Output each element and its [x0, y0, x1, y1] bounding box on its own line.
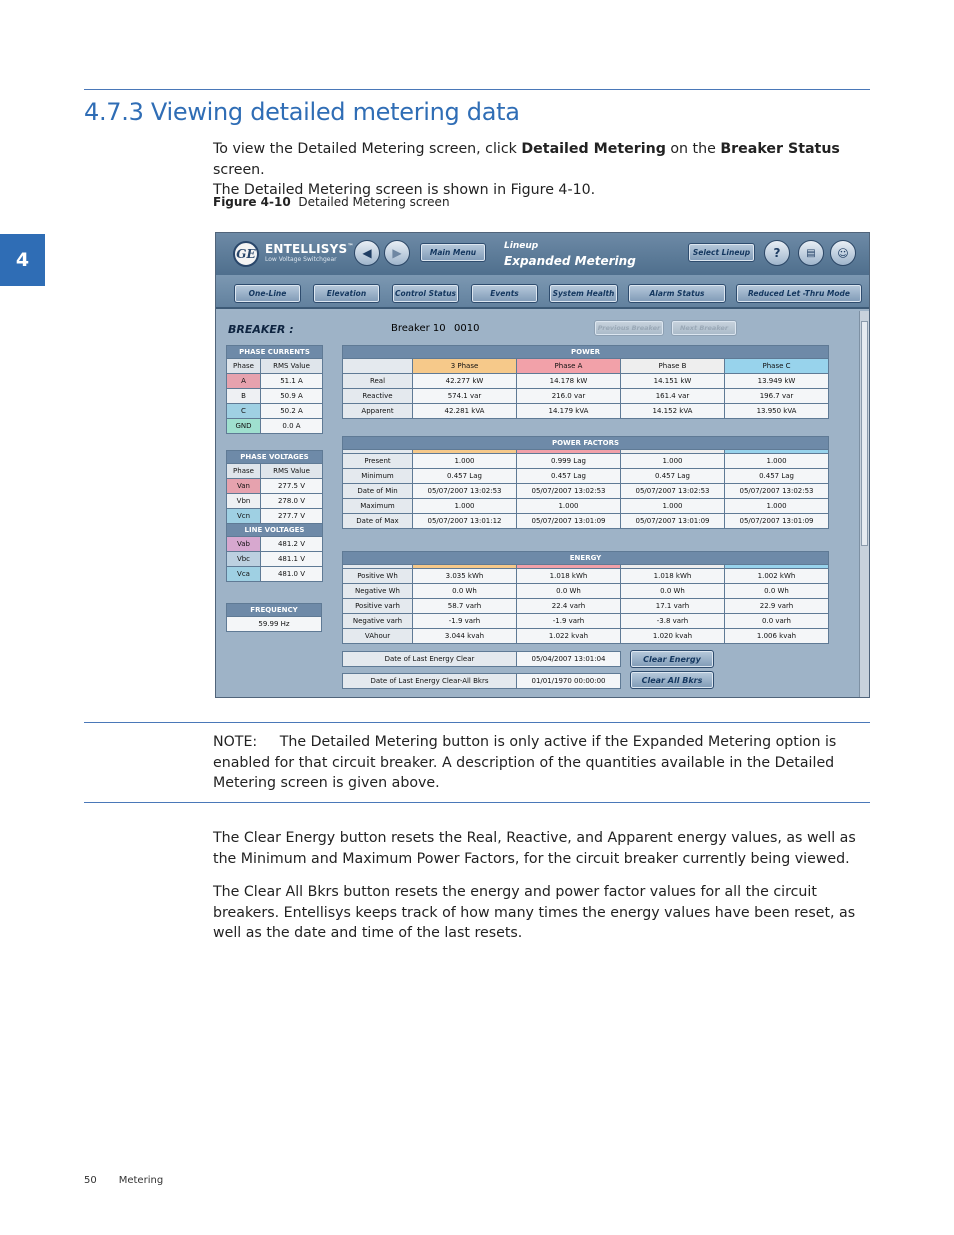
last-clear-row — [342, 651, 621, 667]
frequency-table — [226, 603, 322, 632]
value-cell: 05/07/2007 13:02:53 — [621, 484, 725, 499]
value-cell: 277.5 V — [261, 479, 323, 494]
breaker-label: BREAKER : — [228, 323, 294, 336]
note-top-rule — [84, 722, 870, 723]
value-cell: 481.2 V — [261, 537, 323, 552]
col-phase-c: Phase C — [725, 359, 829, 374]
energy-table — [342, 551, 829, 644]
value-cell: 277.7 V — [261, 509, 323, 524]
value-cell: 50.9 A — [261, 389, 323, 404]
intro-paragraph — [213, 139, 873, 201]
power-factors-table — [342, 436, 829, 529]
value-cell: 3.035 kWh — [413, 569, 517, 584]
value-cell: 574.1 var — [413, 389, 517, 404]
value-cell: 58.7 varh — [413, 599, 517, 614]
value-cell: 216.0 var — [517, 389, 621, 404]
figure-number: Figure 4-10 — [213, 195, 291, 209]
voltages-table — [226, 450, 323, 582]
value-cell: 3.044 kvah — [413, 629, 517, 644]
value-cell: 278.0 V — [261, 494, 323, 509]
last-clear-label: Date of Last Energy Clear — [343, 652, 517, 667]
chapter-tab: 4 — [0, 234, 45, 286]
value-cell: 0.457 Lag — [621, 469, 725, 484]
row-label: Reactive — [343, 389, 413, 404]
value-cell: 161.4 var — [621, 389, 725, 404]
intro-text: screen. — [213, 161, 265, 178]
power-title: POWER — [343, 346, 829, 359]
clear-energy-button[interactable]: Clear Energy — [630, 650, 714, 668]
value-cell: 14.151 kW — [621, 374, 725, 389]
nav-bar — [216, 275, 869, 309]
value-cell: 05/07/2007 13:02:53 — [725, 484, 829, 499]
power-factors-title: POWER FACTORS — [343, 437, 829, 450]
last-clear-all-label: Date of Last Energy Clear-All Bkrs — [343, 674, 517, 689]
section-title: 4.7.3 Viewing detailed metering data — [84, 98, 520, 126]
value-cell: 14.152 kVA — [621, 404, 725, 419]
value-cell: 51.1 A — [261, 374, 323, 389]
scrollbar-thumb[interactable] — [861, 321, 868, 546]
value-cell: 1.018 kWh — [621, 569, 725, 584]
page-number: 50 — [84, 1175, 97, 1186]
brand-text: ENTELLISYS — [265, 242, 348, 256]
energy-title: ENERGY — [343, 552, 829, 565]
phase-currents-table — [226, 345, 323, 434]
row-label: Minimum — [343, 469, 413, 484]
value-cell: 481.1 V — [261, 552, 323, 567]
intro-text: on the — [665, 141, 721, 157]
value-cell: 1.000 — [413, 499, 517, 514]
value-cell: 1.000 — [621, 454, 725, 469]
intro-bold-status: Breaker Status — [720, 141, 840, 157]
value-cell: 0.0 Wh — [517, 584, 621, 599]
value-cell: 1.000 — [621, 499, 725, 514]
clear-all-paragraph: The Clear All Bkrs button resets the energy and power factor values for all the circuit breakers. Entellisys keeps track of how many times the energy values have been reset, as well as the date and time of the last resets. — [213, 884, 856, 941]
last-clear-all-row — [342, 673, 621, 689]
phase-cell: Vbn — [227, 494, 261, 509]
value-cell: -1.9 varh — [413, 614, 517, 629]
value-cell: 1.000 — [725, 499, 829, 514]
row-label: Date of Min — [343, 484, 413, 499]
value-cell: 22.9 varh — [725, 599, 829, 614]
row-label: Real — [343, 374, 413, 389]
row-label: Positive varh — [343, 599, 413, 614]
value-cell: 42.277 kW — [413, 374, 517, 389]
phase-header: Phase — [227, 359, 261, 374]
value-cell: 1.002 kWh — [725, 569, 829, 584]
nav-system-health-button[interactable]: System Health — [549, 284, 618, 303]
previous-breaker-button[interactable]: Previous Breaker — [594, 320, 664, 336]
phase-cell: Vbc — [227, 552, 261, 567]
corner-cell — [343, 359, 413, 374]
value-cell: 22.4 varh — [517, 599, 621, 614]
phase-cell: Vca — [227, 567, 261, 582]
row-label: Maximum — [343, 499, 413, 514]
row-label: Present — [343, 454, 413, 469]
value-cell: 0.457 Lag — [517, 469, 621, 484]
frequency-title: FREQUENCY — [227, 604, 322, 617]
clear-all-bkrs-button[interactable]: Clear All Bkrs — [630, 671, 714, 689]
nav-control-status-button[interactable]: Control Status — [392, 284, 459, 303]
value-cell: 14.178 kW — [517, 374, 621, 389]
value-cell: 05/07/2007 13:01:09 — [621, 514, 725, 529]
value-cell: 1.018 kWh — [517, 569, 621, 584]
top-rule — [84, 89, 870, 90]
footer-section: Metering — [118, 1175, 164, 1186]
value-cell: 05/07/2007 13:01:09 — [725, 514, 829, 529]
nav-reduced-let-thru-button[interactable]: Reduced Let -Thru Mode — [736, 284, 862, 303]
detailed-metering-screen — [215, 232, 870, 698]
value-cell: 05/07/2007 13:02:53 — [413, 484, 517, 499]
phase-header: Phase — [227, 464, 261, 479]
phase-cell: Vcn — [227, 509, 261, 524]
phase-cell: C — [227, 404, 261, 419]
last-clear-all-value: 01/01/1970 00:00:00 — [517, 674, 621, 689]
clear-energy-paragraph: The Clear Energy button resets the Real, Reactive, and Apparent energy values, as well as the Minimum and Maximum Power Factors, for the circuit breaker currently being viewed. — [213, 830, 856, 867]
lineup-label: Lineup — [504, 241, 539, 251]
note-text: NOTE: The Detailed Metering button is only active if the Expanded Metering option is enabled for that circuit breaker. A description of the quantities available in the Detailed Metering screen is given above. — [213, 734, 841, 791]
brand-tm: ™ — [347, 243, 354, 250]
scrollbar[interactable] — [859, 311, 869, 698]
note-bottom-rule — [84, 802, 870, 803]
frequency-value: 59.99 Hz — [227, 617, 322, 632]
user-icon[interactable]: ☺ — [830, 240, 856, 266]
next-breaker-button[interactable]: Next Breaker — [671, 320, 737, 336]
value-cell: 481.0 V — [261, 567, 323, 582]
row-label: Date of Max — [343, 514, 413, 529]
value-cell: 0.457 Lag — [725, 469, 829, 484]
row-label: Positive Wh — [343, 569, 413, 584]
intro-text-2: The Detailed Metering screen is shown in Figure 4-10. — [213, 182, 596, 198]
nav-events-button[interactable]: Events — [471, 284, 538, 303]
value-cell: 0.457 Lag — [413, 469, 517, 484]
phase-voltages-title: PHASE VOLTAGES — [227, 451, 323, 464]
intro-text: To view the Detailed Metering screen, click — [213, 141, 522, 157]
brand-subtitle: Low Voltage Switchgear — [265, 256, 337, 263]
page-footer — [84, 1175, 185, 1186]
value-cell: 1.000 — [725, 454, 829, 469]
value-cell: 42.281 kVA — [413, 404, 517, 419]
row-label: Apparent — [343, 404, 413, 419]
value-cell: 1.006 kvah — [725, 629, 829, 644]
nav-elevation-button[interactable]: Elevation — [313, 284, 380, 303]
value-cell: -3.8 varh — [621, 614, 725, 629]
value-cell: 05/07/2007 13:02:53 — [517, 484, 621, 499]
value-cell: 0.0 A — [261, 419, 323, 434]
intro-bold-detailed: Detailed Metering — [521, 141, 666, 157]
value-cell: 1.022 kvah — [517, 629, 621, 644]
row-label: Negative Wh — [343, 584, 413, 599]
breaker-name: Breaker 10 — [391, 323, 446, 334]
phase-cell: Van — [227, 479, 261, 494]
row-label: Negative varh — [343, 614, 413, 629]
ge-logo: GE — [233, 241, 259, 267]
figure-caption — [213, 195, 450, 209]
power-table — [342, 345, 829, 419]
value-cell: 0.0 varh — [725, 614, 829, 629]
phase-currents-title: PHASE CURRENTS — [227, 346, 323, 359]
value-cell: 196.7 var — [725, 389, 829, 404]
value-cell: 05/07/2007 13:01:12 — [413, 514, 517, 529]
screen-title: Expanded Metering — [504, 254, 636, 268]
phase-cell: Vab — [227, 537, 261, 552]
last-clear-value: 05/04/2007 13:01:04 — [517, 652, 621, 667]
value-cell: 1.000 — [413, 454, 517, 469]
arrow-right-icon[interactable]: ▶ — [384, 240, 410, 266]
phase-cell: B — [227, 389, 261, 404]
nav-one-line-button[interactable]: One-Line — [234, 284, 301, 303]
value-cell: 13.950 kVA — [725, 404, 829, 419]
value-cell: 14.179 kVA — [517, 404, 621, 419]
notepad-icon[interactable]: ▤ — [798, 240, 824, 266]
line-voltages-title: LINE VOLTAGES — [227, 524, 323, 537]
value-cell: 13.949 kW — [725, 374, 829, 389]
value-cell: 50.2 A — [261, 404, 323, 419]
value-cell: 0.0 Wh — [413, 584, 517, 599]
select-lineup-button[interactable]: Select Lineup — [688, 243, 755, 262]
figure-caption-text: Detailed Metering screen — [298, 195, 450, 209]
col-phase-a: Phase A — [517, 359, 621, 374]
phase-cell: A — [227, 374, 261, 389]
main-menu-button[interactable]: Main Menu — [420, 243, 486, 262]
value-cell: -1.9 varh — [517, 614, 621, 629]
arrow-left-icon[interactable]: ◀ — [354, 240, 380, 266]
value-cell: 17.1 varh — [621, 599, 725, 614]
app-header — [216, 233, 869, 275]
col-phase-b: Phase B — [621, 359, 725, 374]
rms-header: RMS Value — [261, 464, 323, 479]
row-label: VAhour — [343, 629, 413, 644]
value-cell: 0.999 Lag — [517, 454, 621, 469]
metering-content — [216, 311, 859, 698]
col-3phase: 3 Phase — [413, 359, 517, 374]
value-cell: 05/07/2007 13:01:09 — [517, 514, 621, 529]
rms-header: RMS Value — [261, 359, 323, 374]
phase-cell: GND — [227, 419, 261, 434]
help-icon[interactable]: ? — [764, 240, 790, 266]
breaker-id: 0010 — [454, 323, 480, 334]
nav-alarm-status-button[interactable]: Alarm Status — [628, 284, 726, 303]
brand-name — [265, 242, 354, 256]
value-cell: 1.020 kvah — [621, 629, 725, 644]
value-cell: 0.0 Wh — [621, 584, 725, 599]
value-cell: 0.0 Wh — [725, 584, 829, 599]
value-cell: 1.000 — [517, 499, 621, 514]
